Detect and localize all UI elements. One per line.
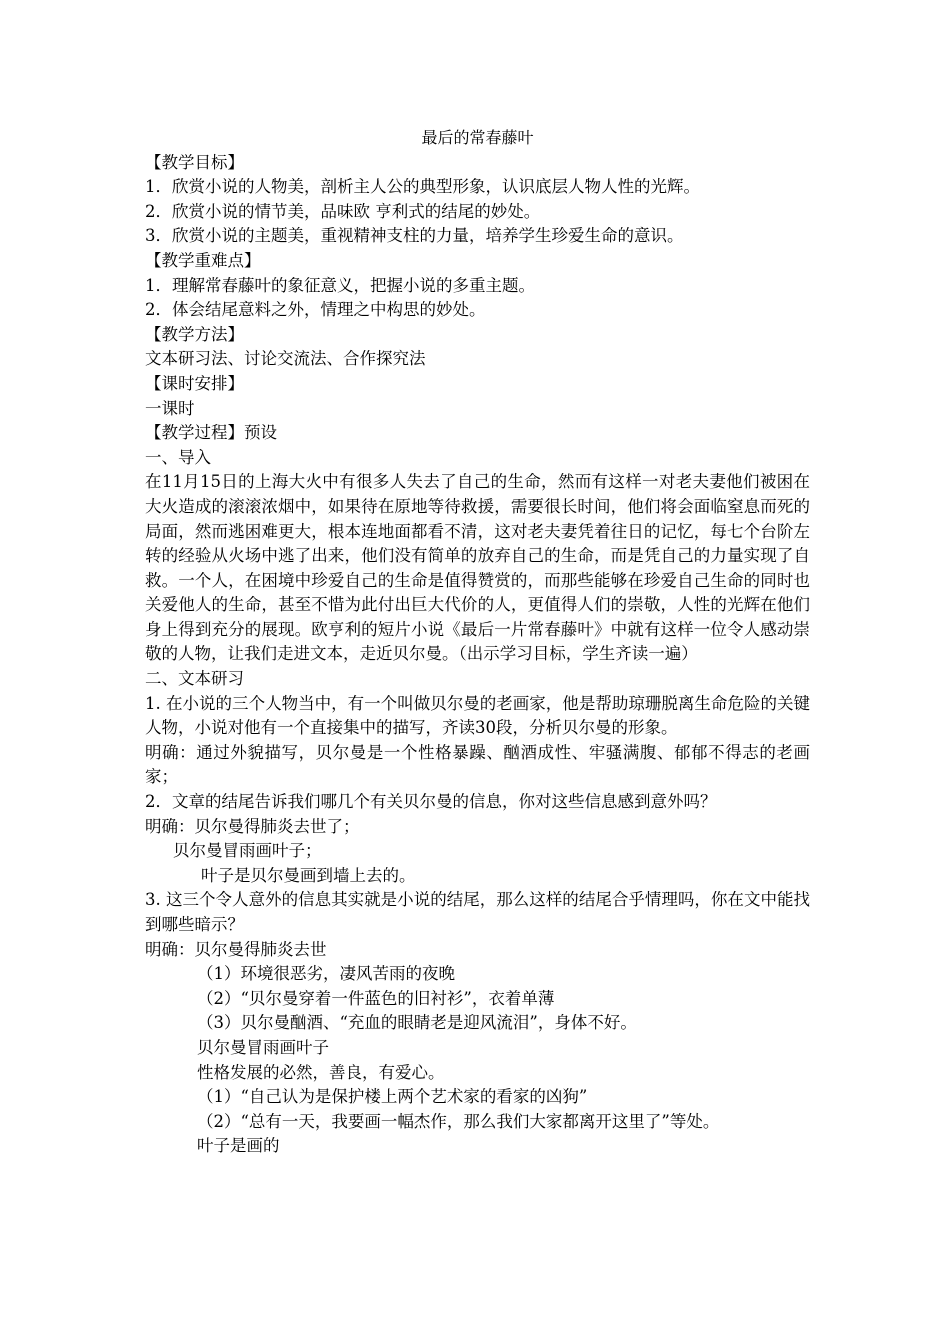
document-paragraph: 贝尔曼冒雨画叶子 [197, 1037, 329, 1057]
document-paragraph: 贝尔曼冒雨画叶子； [173, 841, 322, 861]
document-paragraph: 3．欣赏小说的主题美，重视精神支柱的力量，培养学生珍爱生命的意识。 [145, 226, 684, 246]
document-paragraph: 【教学目标】 [145, 152, 244, 172]
document-paragraph: 明确：通过外貌描写，贝尔曼是一个性格暴躁、酗酒成性、牢骚满腹、郁郁不得志的老画家； [145, 742, 810, 787]
document-paragraph: 在11月15日的上海大火中有很多人失去了自己的生命，然而有这样一对老夫妻他们被困在大火造成的滚滚浓烟中，如果待在原地等待救援，需要很长时间，他们将会面临窒息而死的局面，然而逃困难更大，根本连地面都看不清，这对老夫妻凭着往日的记忆，每七个台阶左转的经验从火场中逃了出来，他们没有简单的放弃自己的生命，而是凭自己的力量实现了自救。一个人，在困境中珍爱自己的生命是值得赞赏的，而那些能够在珍爱自己生命的同时也关爱他人的生命，甚至不惜为此付出巨大代价的人，更值得人们的崇敬，人性的光辉在他们身上得到充分的展现。欧亨利的短片小说《最后一片常春藤叶》中就有这样一位令人感动崇敬的人物，让我们走进文本，走近贝尔曼。（出示学习目标，学生齐读一遍） [145, 472, 810, 664]
document-paragraph: 一、导入 [145, 447, 211, 467]
document-paragraph: （2）“贝尔曼穿着一件蓝色的旧衬衫”，衣着单薄 [197, 988, 555, 1008]
document-paragraph: 叶子是画的 [197, 1136, 280, 1156]
document-paragraph: 1．欣赏小说的人物美，剖析主人公的典型形象，认识底层人物人性的光辉。 [145, 177, 700, 197]
document-paragraph: 性格发展的必然，善良，有爱心。 [197, 1062, 445, 1082]
document-paragraph: （1）“自己认为是保护楼上两个艺术家的看家的凶狗” [197, 1087, 588, 1107]
document-paragraph: 1．理解常春藤叶的象征意义，把握小说的多重主题。 [145, 275, 535, 295]
document-paragraph: 2．文章的结尾告诉我们哪几个有关贝尔曼的信息，你对这些信息感到意外吗？ [145, 792, 717, 812]
document-paragraph: 明确：贝尔曼得肺炎去世了； [145, 816, 360, 836]
document-body [145, 151, 810, 1159]
document-title: 最后的常春藤叶 [421, 128, 534, 147]
document-paragraph: 2．体会结尾意料之外，情理之中构思的妙处。 [145, 300, 486, 320]
document-paragraph: （3）贝尔曼酗酒、“充血的眼睛老是迎风流泪”，身体不好。 [197, 1013, 637, 1033]
document-page [145, 126, 810, 1159]
document-paragraph: 明确：贝尔曼得肺炎去世 [145, 939, 327, 959]
document-paragraph: 文本研习法、讨论交流法、合作探究法 [145, 349, 426, 369]
document-paragraph: （1）环境很恶劣，凄风苦雨的夜晚 [197, 964, 455, 984]
document-paragraph: 3. 这三个令人意外的信息其实就是小说的结尾，那么这样的结尾合乎情理吗，你在文中能找到哪些暗示？ [145, 890, 810, 934]
document-paragraph: 叶子是贝尔曼画到墙上去的。 [201, 865, 416, 885]
document-paragraph: 【教学过程】预设 [145, 423, 277, 443]
document-paragraph: 一课时 [145, 398, 195, 418]
document-paragraph: 【教学方法】 [145, 324, 244, 344]
document-paragraph: 【教学重难点】 [145, 250, 261, 270]
document-paragraph: 1. 在小说的三个人物当中，有一个叫做贝尔曼的老画家，他是帮助琼珊脱离生命危险的关键人物，小说对他有一个直接集中的描写，齐读30段，分析贝尔曼的形象。 [145, 693, 810, 738]
document-paragraph: （2）“总有一天，我要画一幅杰作，那么我们大家都离开这里了”等处。 [197, 1111, 720, 1131]
document-paragraph: 【课时安排】 [145, 373, 244, 393]
document-paragraph: 二、文本研习 [145, 669, 244, 689]
document-paragraph: 2．欣赏小说的情节美，品味欧 亨利式的结尾的妙处。 [145, 201, 541, 221]
